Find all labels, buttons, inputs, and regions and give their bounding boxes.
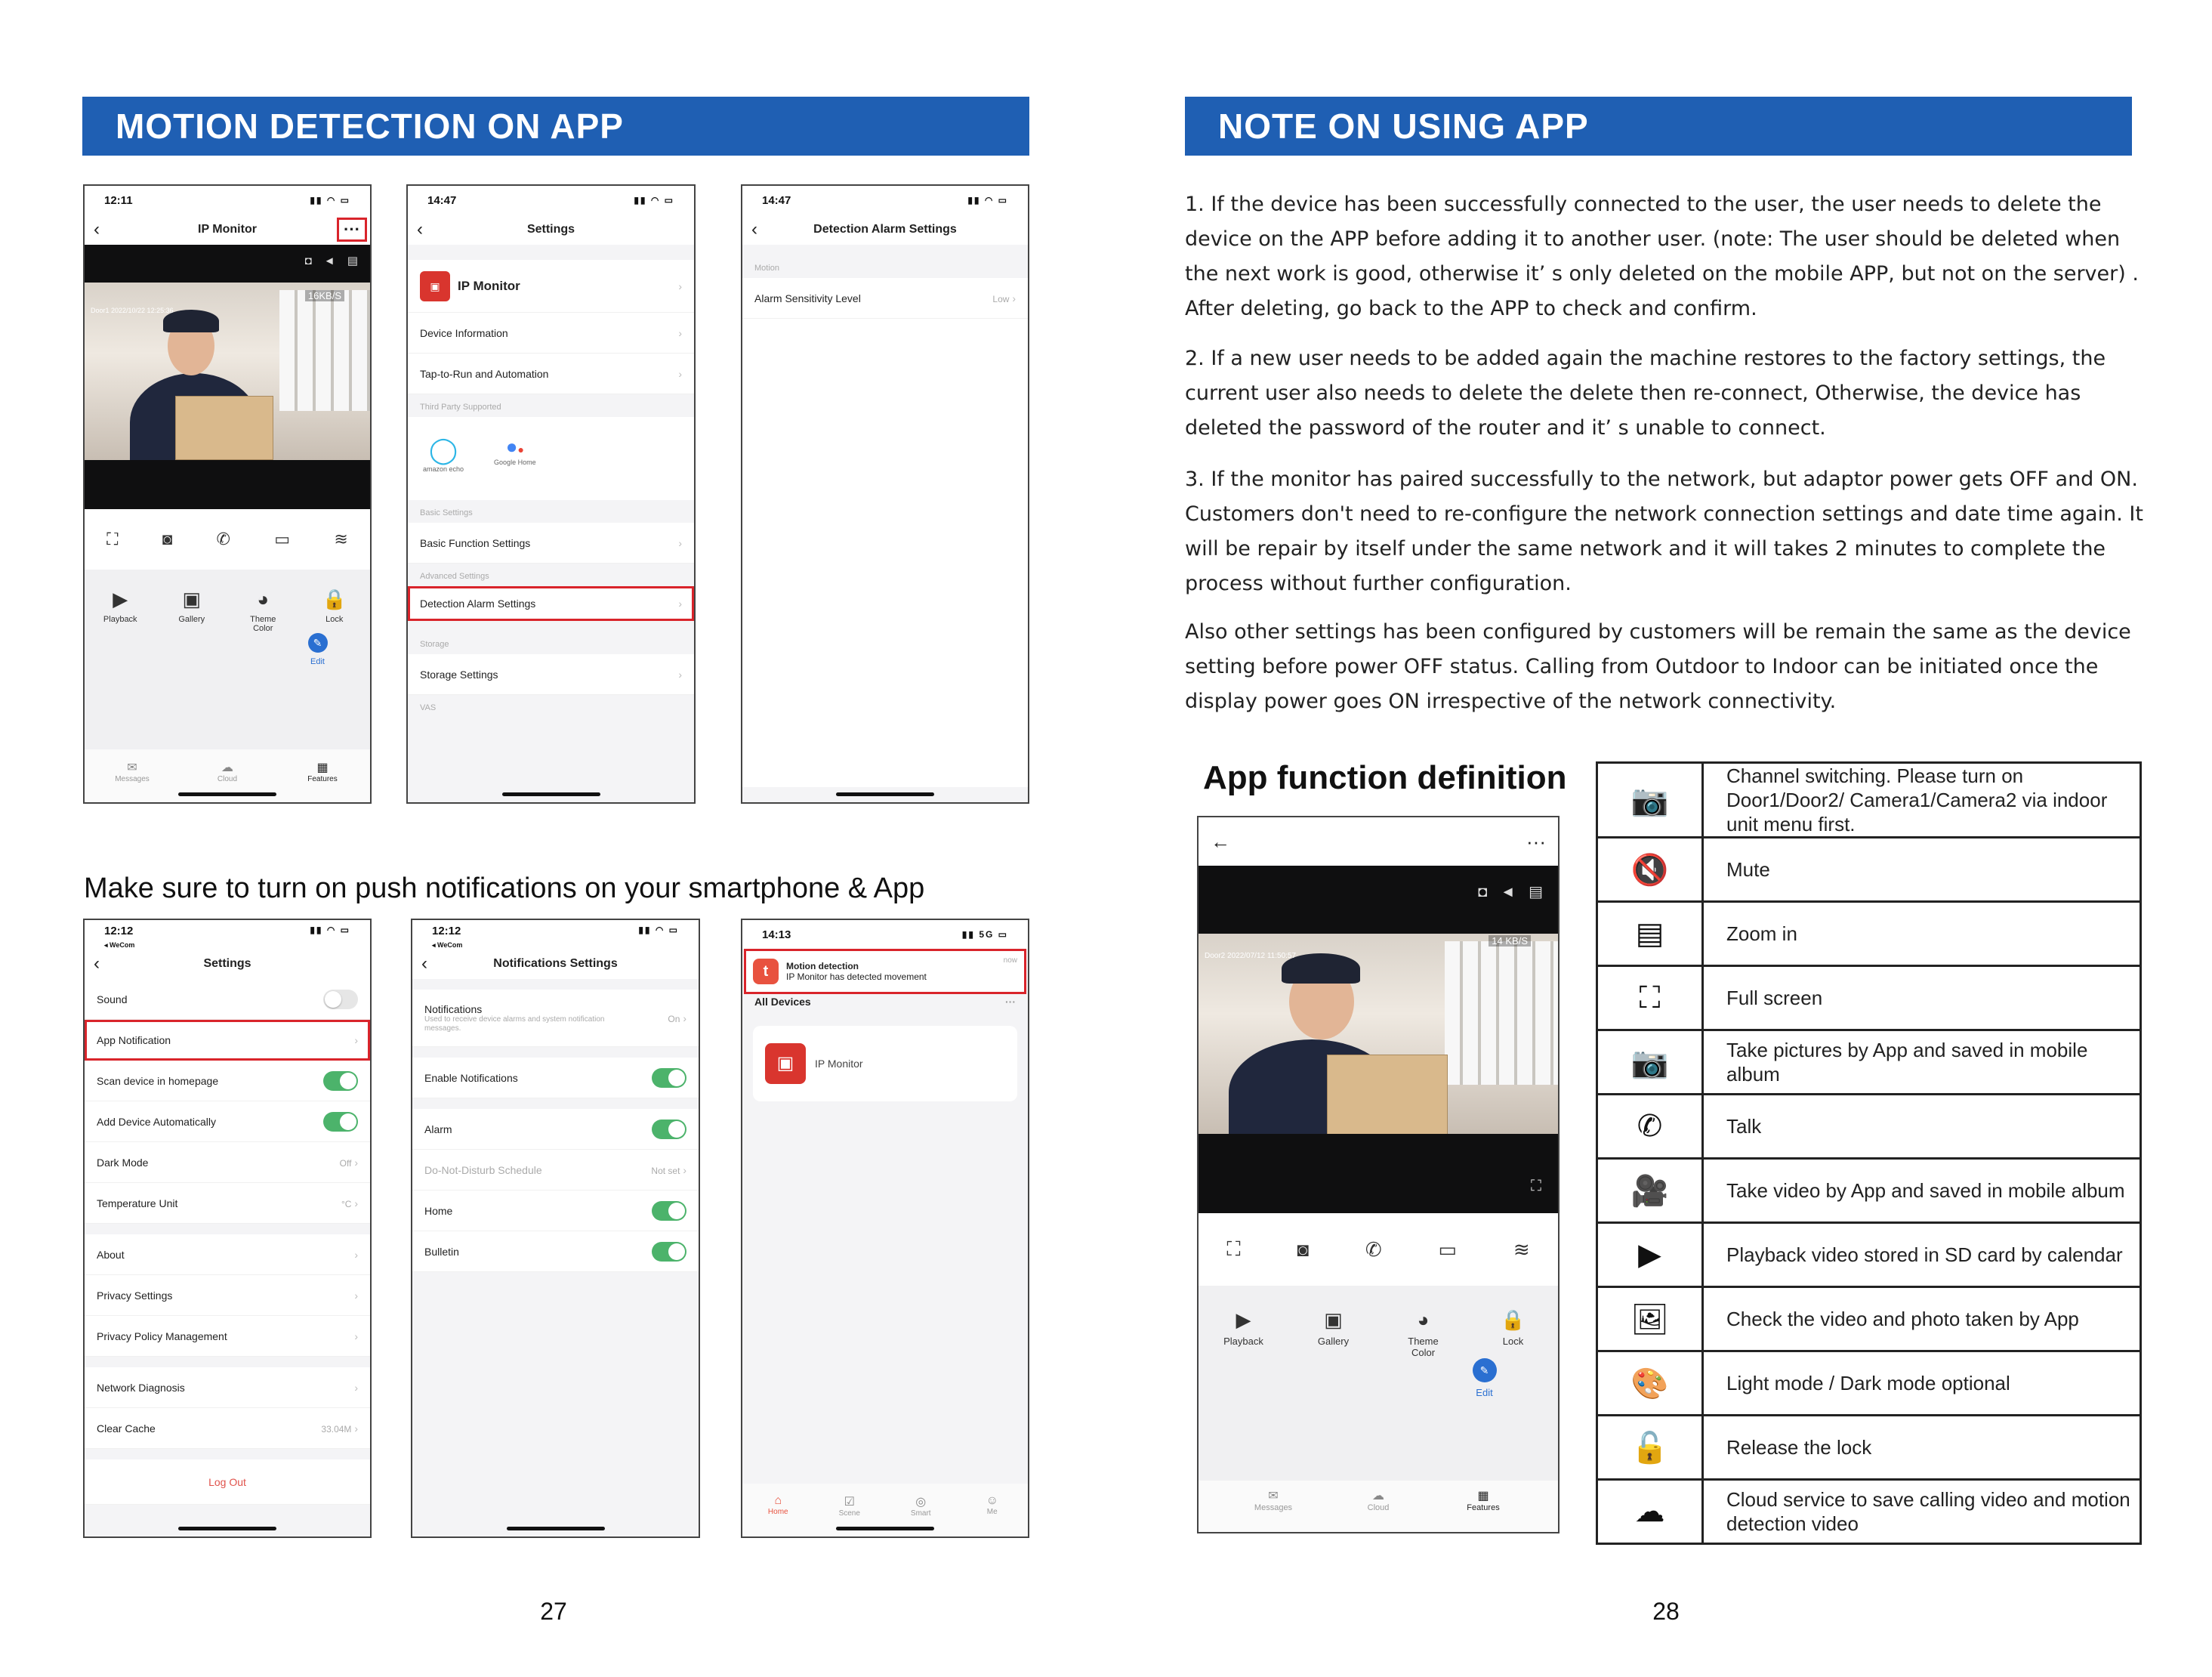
signal-wifi-battery-icon: ▮▮ ◠ ▭ — [310, 195, 350, 205]
mail-icon: ✉ — [1268, 1490, 1279, 1503]
function-definition-table — [1596, 761, 2142, 1545]
note-paragraph-2: 2. If a new user needs to be added again the machine restores to the factory settings, the current user also needs to delete the delete then re-connect, Otherwise, the device has deleted the password of the router and it’ s unable to connect. — [1185, 347, 2106, 440]
nav-bar — [85, 949, 370, 979]
definition-text: Talk — [1703, 1095, 2141, 1159]
signal-wifi-battery-icon: ▮▮ ◠ ▭ — [638, 925, 679, 935]
nav-title: Settings — [526, 223, 575, 236]
full-screen-icon[interactable]: ⛶ — [106, 530, 119, 548]
channel-switch-icon: 📷 — [1597, 763, 1703, 838]
playback-icon: ▶ — [1236, 1308, 1251, 1331]
sound-toggle[interactable] — [323, 990, 358, 1009]
nav-title: Detection Alarm Settings — [813, 223, 957, 236]
row-home[interactable]: Home — [412, 1191, 699, 1231]
video-view — [1199, 866, 1558, 1213]
device-name: IP Monitor — [458, 278, 520, 293]
feature-label: Gallery — [178, 615, 205, 624]
talk-icon: ✆ — [1597, 1095, 1703, 1159]
home-indicator — [178, 792, 276, 796]
nav-title: IP Monitor — [198, 223, 257, 236]
row-privacy-policy[interactable]: Privacy Policy Management › — [85, 1316, 370, 1357]
status-time: 12:12 — [104, 925, 134, 937]
status-bar — [742, 920, 1028, 949]
tab-features[interactable]: ▦ Features — [1453, 1488, 1513, 1512]
zoom-in-icon: ▤ — [1597, 902, 1703, 966]
back-icon[interactable]: ‹ — [421, 953, 427, 974]
phone-settings — [406, 184, 696, 804]
push-notification-caption: Make sure to turn on push notifications on your smartphone & App — [84, 872, 925, 904]
edit-button[interactable]: ✎ Edit — [1451, 1358, 1519, 1398]
feature-label: Lock — [325, 615, 344, 624]
back-icon[interactable]: ‹ — [417, 219, 423, 239]
gallery-icon: 🖼 — [1597, 1287, 1703, 1351]
row-clear-cache[interactable]: Clear Cache 33.04M › — [85, 1408, 370, 1449]
status-time: 12:12 — [432, 925, 461, 937]
user-icon: ☺ — [986, 1494, 998, 1507]
more-icon[interactable]: ··· — [1005, 996, 1016, 1008]
row-app-notification[interactable]: App Notification › — [85, 1020, 370, 1061]
feature-playback[interactable] — [86, 588, 154, 633]
edit-button[interactable] — [284, 633, 352, 666]
row-privacy-settings[interactable]: Privacy Settings › — [85, 1275, 370, 1316]
row-dnd-schedule[interactable]: Do-Not-Disturb Schedule Not set › — [412, 1150, 699, 1191]
scene-icon: ☑ — [844, 1496, 855, 1509]
definition-row — [1597, 1159, 2141, 1223]
feature-theme-color[interactable] — [229, 588, 297, 633]
unlock-icon: 🔓 — [1597, 1416, 1703, 1480]
nav-bar — [412, 949, 699, 979]
row-alarm[interactable]: Alarm — [412, 1109, 699, 1150]
feature-lock[interactable] — [301, 588, 369, 633]
nav-bar — [85, 215, 370, 245]
palette-icon: ◕ — [257, 588, 270, 610]
full-screen-icon[interactable]: ⛶ — [1226, 1237, 1241, 1260]
gallery-icon: ▣ — [1324, 1308, 1343, 1331]
status-time: 12:11 — [104, 193, 133, 207]
talk-icon[interactable]: ✆ — [1365, 1237, 1382, 1261]
section-third-party: Third Party Supported — [408, 394, 694, 417]
push-notification[interactable]: t Motion detection IP Monitor has detected movement now — [744, 949, 1026, 994]
signal-battery-icon: ▮▮ 5G ▭ — [961, 929, 1008, 940]
tab-home[interactable]: ⌂ Home — [748, 1494, 808, 1516]
back-to-app[interactable]: ◂ WeCom — [104, 941, 135, 949]
status-time: 14:47 — [427, 193, 457, 207]
video-icon: 🎥 — [1597, 1159, 1703, 1223]
lock-icon: 🔒 — [322, 588, 347, 610]
definition-row — [1597, 1095, 2141, 1159]
tab-bar — [1199, 1481, 1558, 1532]
playback-icon: ▶ — [1597, 1223, 1703, 1287]
definition-row — [1597, 1030, 2141, 1095]
video-frame — [1199, 934, 1558, 1134]
enable-toggle[interactable] — [652, 1068, 686, 1088]
alarm-toggle[interactable] — [652, 1120, 686, 1139]
signal-wifi-battery-icon: ▮▮ ◠ ▭ — [967, 195, 1008, 205]
definition-row — [1597, 1416, 2141, 1480]
section-basic: Basic Settings — [408, 500, 694, 523]
app-function-title: App function definition — [1203, 759, 1567, 796]
tab-messages[interactable]: ✉ Messages — [102, 760, 162, 783]
status-bar — [85, 920, 370, 949]
palette-icon: 🎨 — [1597, 1351, 1703, 1416]
home-indicator — [507, 1527, 605, 1530]
home-icon: ⌂ — [774, 1494, 782, 1507]
amazon-echo-logo[interactable]: ◯ amazon echo — [423, 436, 464, 473]
row-notifications[interactable]: Notifications Used to receive device alarms and system notification messages. On › — [412, 990, 699, 1047]
feature-label: Playback — [103, 615, 137, 624]
row-scan-device[interactable]: Scan device in homepage — [85, 1061, 370, 1101]
bulletin-toggle[interactable] — [652, 1242, 686, 1262]
row-enable-notifications[interactable]: Enable Notifications — [412, 1058, 699, 1098]
tab-smart[interactable]: ◎ Smart — [890, 1494, 951, 1518]
playback-icon: ▶ — [113, 588, 128, 610]
section-storage: Storage — [408, 632, 694, 654]
definition-row — [1597, 763, 2141, 838]
back-arrow-icon[interactable]: ← — [1211, 829, 1230, 853]
definition-text: Channel switching. Please turn on Door1/Door2/ Camera1/Camera2 via indoor unit menu first. — [1703, 763, 2141, 838]
home-indicator — [178, 1527, 276, 1530]
section-motion: Motion — [742, 255, 1028, 278]
video-icon[interactable]: ▭ — [274, 530, 291, 548]
feature-label: Theme Color — [250, 615, 276, 633]
phone-home-notification — [741, 919, 1029, 1538]
alexa-icon: ◯ — [428, 436, 458, 465]
google-assistant-icon: ●● — [505, 435, 524, 458]
tool-row — [1199, 1213, 1558, 1286]
palette-icon: ◕ — [1417, 1308, 1430, 1331]
definition-text: Light mode / Dark mode optional — [1703, 1351, 2141, 1416]
feature-gallery[interactable] — [158, 588, 226, 633]
right-banner: NOTE ON USING APP — [1185, 97, 2132, 156]
definition-row — [1597, 1351, 2141, 1416]
feature-grid — [1199, 1286, 1558, 1482]
row-network-diagnosis[interactable]: Network Diagnosis › — [85, 1367, 370, 1408]
mute-icon: 🔇 — [1597, 838, 1703, 902]
camera-icon[interactable]: ◙ — [1297, 1237, 1310, 1261]
phone-notification-settings — [411, 919, 700, 1538]
tuya-app-icon: t — [753, 959, 779, 984]
phone-detection-alarm — [741, 184, 1029, 804]
status-bar — [408, 186, 694, 215]
expand-icon[interactable]: ≋ — [334, 530, 348, 548]
section-advanced: Advanced Settings — [408, 564, 694, 586]
row-tap-to-run[interactable]: Tap-to-Run and Automation › — [408, 354, 694, 394]
device-card[interactable]: ▣ IP Monitor — [753, 1026, 1017, 1101]
tool-row — [85, 509, 370, 570]
definition-row — [1597, 966, 2141, 1030]
definition-text: Cloud service to save calling video and motion detection video — [1703, 1480, 2141, 1544]
row-temperature-unit[interactable]: Temperature Unit °C › — [85, 1183, 370, 1224]
definition-row — [1597, 1223, 2141, 1287]
row-alarm-sensitivity[interactable]: Alarm Sensitivity Level Low › — [742, 278, 1028, 319]
device-logo-icon: ▣ — [765, 1043, 806, 1084]
back-to-app[interactable]: ◂ WeCom — [432, 941, 463, 949]
video-rate: 14 KB/S — [1489, 935, 1531, 947]
status-bar — [742, 186, 1028, 215]
definition-text: Release the lock — [1703, 1416, 2141, 1480]
page-number-right: 28 — [1652, 1598, 1680, 1625]
home-indicator — [836, 1527, 934, 1530]
status-time: 14:13 — [762, 928, 791, 941]
signal-wifi-battery-icon: ▮▮ ◠ ▭ — [634, 195, 674, 205]
back-icon[interactable]: ‹ — [94, 953, 100, 974]
status-bar — [85, 186, 370, 215]
tab-messages[interactable]: ✉ Messages — [1243, 1488, 1303, 1512]
signal-wifi-battery-icon: ▮▮ ◠ ▭ — [310, 925, 350, 935]
definition-text: Check the video and photo taken by App — [1703, 1287, 2141, 1351]
more-button[interactable]: ··· — [337, 218, 367, 242]
status-bar — [412, 920, 699, 949]
scan-toggle[interactable] — [323, 1071, 358, 1091]
row-dark-mode[interactable]: Dark Mode Off › — [85, 1142, 370, 1183]
mail-icon: ✉ — [127, 761, 137, 774]
definition-text: Playback video stored in SD card by calendar — [1703, 1223, 2141, 1287]
video-rate: 16KB/S — [305, 290, 344, 301]
video-top-icons: ◘ ◄ ▤ — [304, 255, 362, 267]
pencil-icon: ✎ — [308, 633, 328, 653]
feature-playback[interactable]: ▶ Playback — [1210, 1308, 1278, 1358]
video-timestamp: Door2 2022/07/12 11:50:57 — [1205, 952, 1297, 960]
definition-row — [1597, 902, 2141, 966]
definition-text: Take video by App and saved in mobile album — [1703, 1159, 2141, 1223]
tab-me[interactable]: ☺ Me — [962, 1494, 1023, 1516]
device-row[interactable]: ▣ IP Monitor › — [408, 260, 694, 313]
grid-icon: ▦ — [316, 761, 329, 774]
cloud-icon: ☁ — [221, 761, 233, 774]
note-paragraph-3: 3. If the monitor has paired successfully to the network, but adaptor power gets OFF and ON. Customers don't need to re-configure the network connection settings and date time again. It will be repair by itself under the same network and it will takes 2 minutes to complete the process without further configuration. — [1185, 468, 2143, 595]
row-detection-alarm[interactable]: Detection Alarm Settings › — [408, 586, 694, 621]
nav-title: Notifications Settings — [493, 957, 618, 970]
video-top-icons: ◘ ◄ ▤ — [1478, 884, 1547, 900]
logout-button[interactable]: Log Out — [85, 1459, 370, 1505]
back-icon[interactable]: ‹ — [94, 219, 100, 239]
note-paragraph-1: 1. If the device has been successfully connected to the user, the user needs to delete the device on the APP before adding it to another user. (note: The user should be deleted when the next work is good, otherwise it’ s only deleted on the mobile APP, but not on the server) . After deleting, go back to the APP to check and confirm. — [1185, 193, 2139, 320]
expand-icon[interactable]: ≋ — [1513, 1237, 1530, 1261]
left-banner: MOTION DETECTION ON APP — [82, 97, 1029, 156]
row-sound[interactable]: Sound — [85, 979, 370, 1020]
tab-cloud[interactable]: ☁ Cloud — [1348, 1488, 1408, 1512]
phone-app-function — [1197, 816, 1560, 1533]
cloud-icon: ☁ — [1597, 1480, 1703, 1544]
gallery-icon: ▣ — [182, 588, 202, 610]
smart-icon: ◎ — [915, 1496, 927, 1509]
row-device-information[interactable]: Device Information › — [408, 313, 694, 354]
pencil-icon: ✎ — [1473, 1358, 1497, 1382]
nav-bar — [742, 215, 1028, 245]
add-device-toggle[interactable] — [323, 1112, 358, 1132]
full-screen-icon: ⛶ — [1597, 966, 1703, 1030]
google-home-logo[interactable]: ●● Google Home — [494, 435, 536, 466]
camera-icon: 📷 — [1597, 1030, 1703, 1095]
home-toggle[interactable] — [652, 1201, 686, 1221]
row-bulletin[interactable]: Bulletin — [412, 1231, 699, 1272]
video-timestamp: Door1 2022/10/22 12:25:36 — [91, 307, 174, 314]
camera-icon[interactable]: ◙ — [162, 530, 173, 548]
row-storage-settings[interactable]: Storage Settings › — [408, 654, 694, 695]
definition-text: Zoom in — [1703, 902, 2141, 966]
cloud-icon: ☁ — [1372, 1490, 1384, 1503]
tab-scene[interactable]: ☑ Scene — [819, 1494, 880, 1518]
note-paragraph-4: Also other settings has been configured by customers will be remain the same as the device setting before power OFF status. Calling from Outdoor to Indoor can be initiated once the display power goes ON irrespective of the network connectivity. — [1185, 620, 2131, 713]
tab-features[interactable]: ▦ Features — [292, 760, 353, 783]
definition-text: Take pictures by App and saved in mobile album — [1703, 1030, 2141, 1095]
definition-text: Mute — [1703, 838, 2141, 902]
video-icon[interactable]: ▭ — [1438, 1237, 1458, 1261]
edit-label: Edit — [310, 657, 325, 666]
definition-row — [1597, 1287, 2141, 1351]
grid-icon: ▦ — [1477, 1490, 1489, 1503]
definition-text: Full screen — [1703, 966, 2141, 1030]
nav-title: Settings — [203, 957, 251, 970]
nav-bar — [408, 215, 694, 245]
feature-theme-color[interactable]: ◕ Theme Color — [1390, 1308, 1458, 1358]
phone-ip-monitor — [83, 184, 372, 804]
definition-row — [1597, 838, 2141, 902]
full-screen-icon[interactable]: ⛶ — [1531, 1178, 1541, 1194]
row-about[interactable]: About › — [85, 1234, 370, 1275]
back-icon[interactable]: ‹ — [751, 219, 757, 239]
home-indicator — [836, 792, 934, 796]
tab-cloud[interactable]: ☁ Cloud — [197, 760, 258, 783]
feature-gallery[interactable]: ▣ Gallery — [1300, 1308, 1368, 1358]
video-view — [85, 245, 370, 509]
talk-icon[interactable]: ✆ — [216, 530, 230, 548]
more-icon[interactable]: ··· — [1526, 829, 1546, 853]
feature-lock[interactable]: 🔒 Lock — [1479, 1308, 1547, 1358]
device-logo-icon: ▣ — [420, 271, 450, 301]
status-time: 14:47 — [762, 193, 791, 207]
row-add-device[interactable]: Add Device Automatically — [85, 1101, 370, 1142]
home-indicator — [502, 792, 600, 796]
definition-row — [1597, 1480, 2141, 1544]
section-vas: VAS — [408, 695, 694, 718]
feature-grid — [85, 570, 370, 774]
all-devices-label: All Devices — [754, 996, 811, 1008]
page-number-left: 27 — [540, 1598, 567, 1625]
lock-icon: 🔒 — [1501, 1308, 1526, 1331]
row-basic-function[interactable]: Basic Function Settings › — [408, 523, 694, 564]
phone-app-settings — [83, 919, 372, 1538]
